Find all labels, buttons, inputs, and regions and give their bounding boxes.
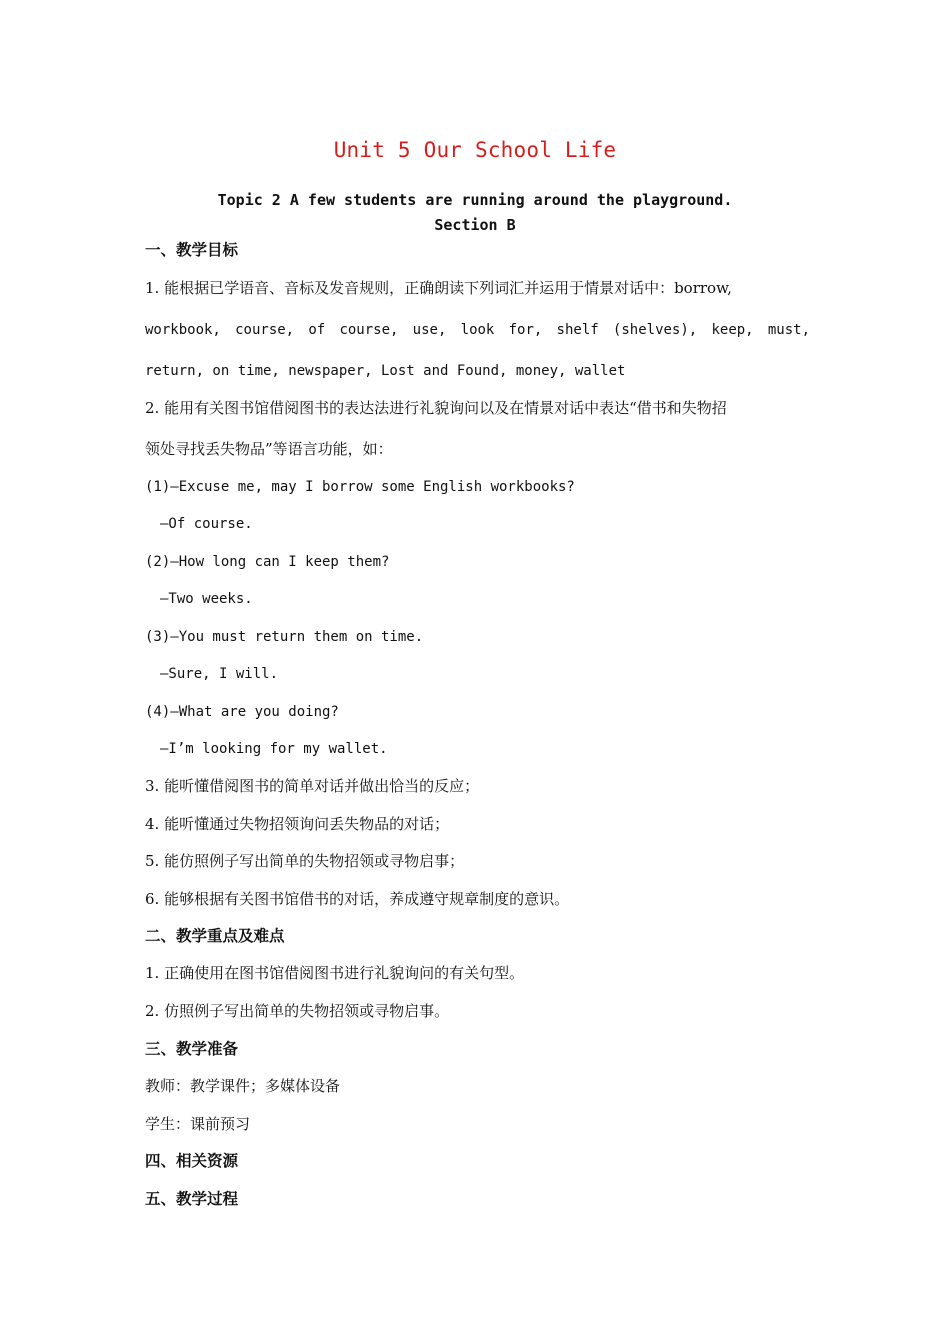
objective-2-line-1: 2. 能用有关图书馆借阅图书的表达法进行礼貌询问以及在情景对话中表达“借书和失物招 [145, 399, 727, 417]
objective-1-line-2: workbook, course, of course, use, look for, shelf (shelves), keep, must, [145, 322, 810, 338]
topic-title: Topic 2 A few students are running around the playground. [217, 191, 733, 209]
preparation-student: 学生：课前预习 [145, 1115, 251, 1133]
key-point-1: 1. 正确使用在图书馆借阅图书进行礼貌询问的有关句型。 [145, 964, 525, 982]
objective-5: 5. 能仿照例子写出简单的失物招领或寻物启事； [145, 852, 465, 870]
objective-3: 3. 能听懂借阅图书的简单对话并做出恰当的反应； [145, 777, 480, 795]
objective-2-line-2: 领处寻找丢失物品”等语言功能，如： [145, 440, 393, 458]
objective-1-line-1: 1. 能根据已学语音、音标及发音规则，正确朗读下列词汇并运用于情景对话中：borrow, [145, 279, 732, 297]
objective-1-line-3: return, on time, newspaper, Lost and Found, money, wallet [145, 363, 626, 379]
dialogue-2-answer: —Two weeks. [160, 591, 253, 607]
objective-6: 6. 能够根据有关图书馆借书的对话，养成遵守规章制度的意识。 [145, 890, 570, 908]
key-point-2: 2. 仿照例子写出简单的失物招领或寻物启事。 [145, 1002, 450, 1020]
dialogue-1-answer: —Of course. [160, 516, 253, 532]
objective-4: 4. 能听懂通过失物招领询问丢失物品的对话； [145, 815, 450, 833]
section-title: Section B [434, 216, 516, 234]
dialogue-3-question: (3)—You must return them on time. [145, 629, 424, 645]
heading-key-points: 二、教学重点及难点 [145, 926, 285, 945]
heading-resources: 四、相关资源 [145, 1151, 239, 1170]
heading-preparation: 三、教学准备 [145, 1039, 239, 1058]
dialogue-3-answer: —Sure, I will. [160, 666, 279, 682]
preparation-teacher: 教师：教学课件；多媒体设备 [145, 1077, 341, 1095]
heading-process: 五、教学过程 [145, 1189, 239, 1208]
document-title: Unit 5 Our School Life [333, 138, 617, 162]
dialogue-1-question: (1)—Excuse me, may I borrow some English workbooks? [145, 479, 575, 495]
dialogue-4-question: (4)—What are you doing? [145, 704, 339, 720]
heading-objectives: 一、教学目标 [145, 240, 239, 259]
dialogue-2-question: (2)—How long can I keep them? [145, 554, 390, 570]
dialogue-4-answer: —I’m looking for my wallet. [160, 741, 388, 757]
